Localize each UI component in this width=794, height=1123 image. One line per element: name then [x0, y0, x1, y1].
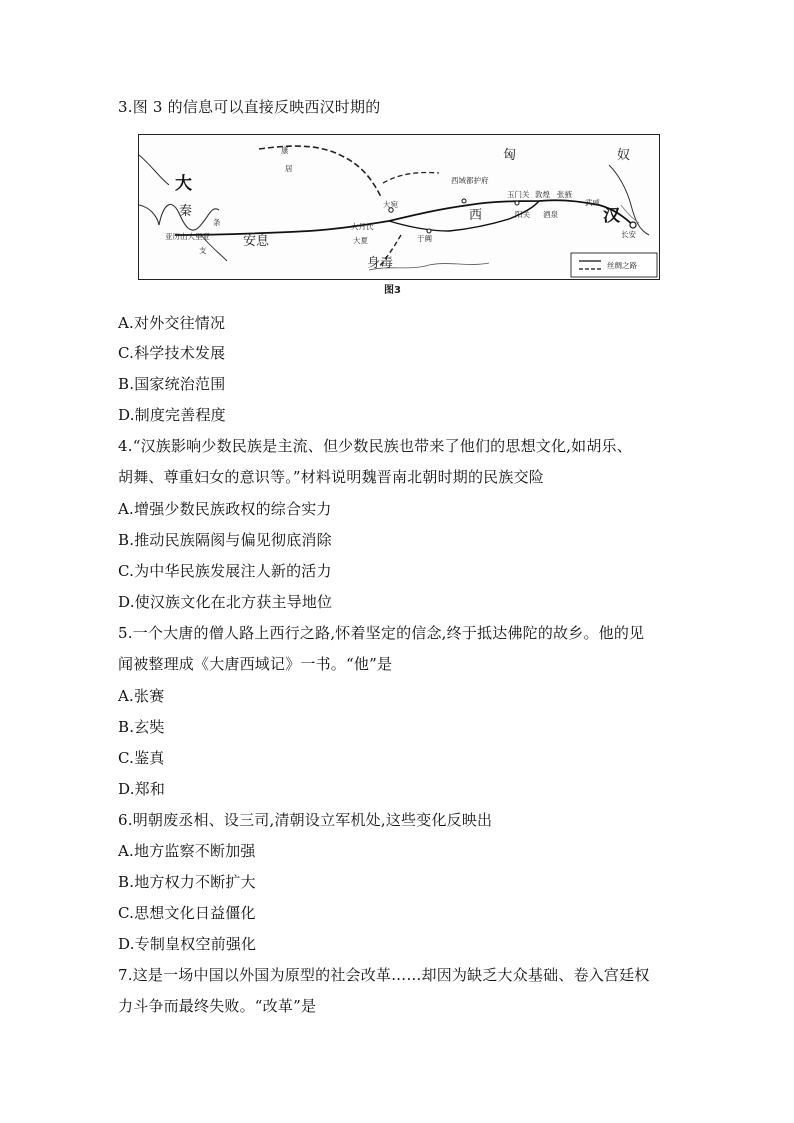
- question-5-option-a[interactable]: A.张赛: [118, 687, 165, 705]
- label-kangju-2: 居: [285, 164, 293, 173]
- question-6-option-b[interactable]: B.地方权力不断扩大: [118, 873, 256, 891]
- question-3-stem: 3.图 3 的信息可以直接反映西汉时期的: [118, 98, 381, 116]
- label-han: 汉: [603, 206, 620, 226]
- label-yutian: 于阗: [417, 234, 432, 243]
- question-4-option-d[interactable]: D.使汉族文化在北方获主导地位: [118, 593, 333, 611]
- question-5-option-b[interactable]: B.玄奘: [118, 718, 165, 736]
- map-drawing: [139, 135, 659, 279]
- label-alexandria: 亚历山大里亚: [165, 232, 210, 241]
- yutian-marker: [427, 229, 431, 233]
- label-xi: 西: [469, 208, 483, 223]
- city-marker: [462, 199, 466, 203]
- question-6-option-d[interactable]: D.专制皇权空前强化: [118, 935, 257, 953]
- question-5-option-d[interactable]: D.郑和: [118, 780, 166, 798]
- city-marker: [515, 201, 519, 205]
- label-daxia: 大夏: [353, 236, 368, 245]
- label-xiyu-duhufu: 西域都护府: [451, 176, 489, 185]
- question-3-option-d[interactable]: D.制度完善程度: [118, 406, 226, 424]
- question-6-option-a[interactable]: A.地方监察不断加强: [118, 842, 256, 860]
- question-5-option-c[interactable]: C.鉴真: [118, 749, 165, 767]
- label-zhi: 支: [199, 246, 207, 255]
- label-xiongnu-2: 奴: [617, 148, 631, 163]
- label-wuwei: 武威: [585, 198, 600, 207]
- question-4-option-b[interactable]: B.推动民族隔阂与偏见彻底消除: [118, 531, 332, 549]
- label-jiuquan: 酒泉: [543, 210, 558, 219]
- label-dayuan: 大宛: [383, 200, 398, 209]
- label-dayuezhi: 大月氏: [351, 222, 374, 231]
- question-4-stem-line-1: 4.“汉族影响少数民族是主流、但少数民族也带来了他们的思想文化,如胡乐、: [118, 437, 632, 455]
- label-changan: 长安: [621, 230, 636, 239]
- question-7-stem-line-1: 7.这是一场中国以外国为原型的社会改革……却因为缺乏大众基础、卷入宫廷权: [118, 966, 650, 984]
- label-shendu: 身毒: [367, 256, 394, 271]
- question-6-option-c[interactable]: C.思想文化日益僵化: [118, 904, 256, 922]
- question-3-option-b[interactable]: B.国家统治范围: [118, 375, 226, 393]
- label-da: 大: [175, 174, 192, 194]
- dashed-route-north: [383, 172, 439, 183]
- map-caption: 图3: [384, 285, 401, 296]
- question-3-option-c[interactable]: C.科学技术发展: [118, 344, 226, 362]
- silk-road-map: [138, 134, 660, 280]
- question-6-stem: 6.明朝废丞相、设三司,清朝设立军机处,这些变化反映出: [118, 811, 493, 829]
- dashed-route-north: [259, 146, 381, 197]
- question-5-stem-line-2: 闻被整理成《大唐西域记》一书。“他”是: [118, 655, 393, 673]
- question-5-stem-line-1: 5.一个大唐的僧人路上西行之路,怀着坚定的信念,终于抵达佛陀的故乡。他的见: [118, 624, 645, 642]
- map-coast-line: [139, 155, 169, 185]
- label-xiongnu-1: 匈: [503, 148, 517, 163]
- question-4-option-a[interactable]: A.增强少数民族政权的综合实力: [118, 500, 332, 518]
- label-qin: 秦: [179, 204, 193, 219]
- label-anxi: 安息: [243, 234, 270, 249]
- silk-road-main: [175, 200, 633, 235]
- label-zhangye: 张掖: [557, 190, 572, 199]
- label-yangguan: 阳关: [515, 210, 530, 219]
- changan-marker: [630, 222, 636, 228]
- label-dunhuang: 敦煌: [535, 190, 550, 199]
- question-3-option-a[interactable]: A.对外交往情况: [118, 314, 226, 332]
- legend-label: 丝绸之路: [607, 261, 637, 270]
- label-kangju-1: 康: [281, 146, 289, 155]
- question-4-option-c[interactable]: C.为中华民族发展注人新的活力: [118, 562, 332, 580]
- question-4-stem-line-2: 胡舞、尊重妇女的意识等。”材料说明魏晋南北朝时期的民族交险: [118, 468, 544, 486]
- question-7-stem-line-2: 力斗争而最终失败。“改革”是: [118, 997, 317, 1015]
- label-yumenguan: 玉门关: [507, 190, 530, 199]
- label-tiao: 条: [213, 218, 221, 227]
